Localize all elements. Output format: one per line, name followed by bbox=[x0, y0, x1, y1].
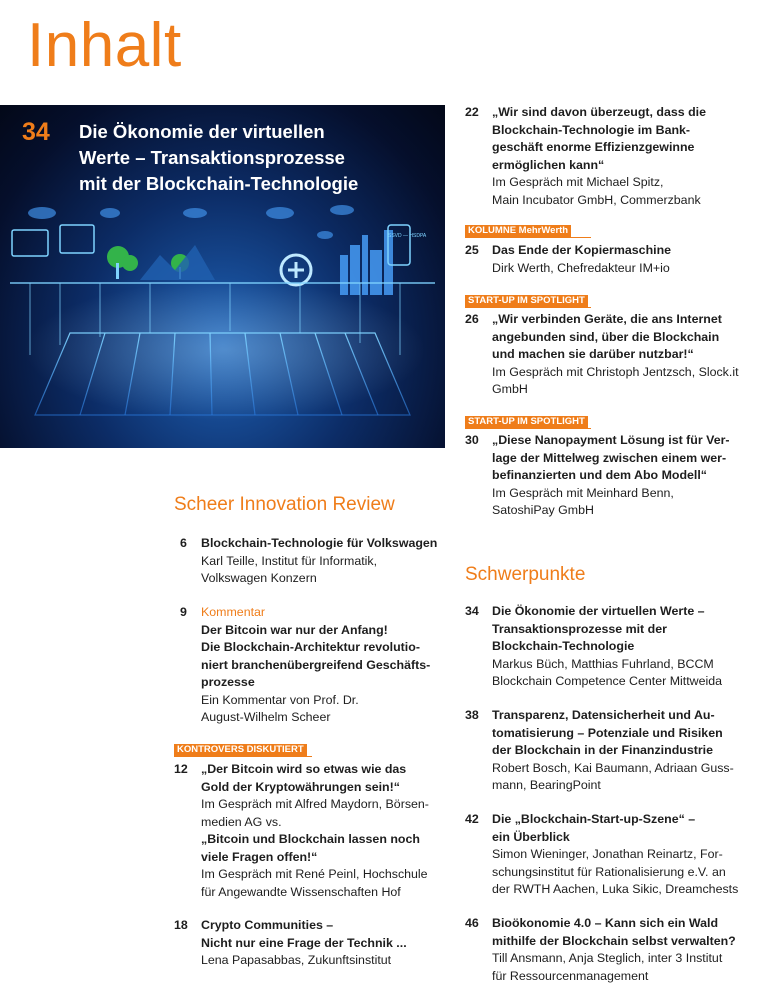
entry-title-line: Blockchain-Technologie bbox=[492, 639, 635, 653]
toc-entry-38[interactable] bbox=[465, 707, 765, 797]
section-heading-focus: Schwerpunkte bbox=[465, 564, 586, 585]
entry-author-line: GmbH bbox=[492, 382, 528, 396]
startup-badge: START-UP IM SPOTLIGHT bbox=[465, 416, 588, 428]
entry-author-line: schungsinstitut für Rationalisierung e.V. an bbox=[492, 864, 726, 879]
page-number: 25 bbox=[465, 243, 479, 257]
entry-author-line: medien AG vs. bbox=[201, 814, 282, 829]
hero-page-number: 34 bbox=[22, 118, 50, 146]
entry-author-line: für Angewandte Wissenschaften Hof bbox=[201, 884, 401, 899]
page-number: 26 bbox=[465, 312, 479, 326]
entry-title-line: Das Ende der Kopiermaschine bbox=[492, 243, 672, 257]
entry-title-line: geschäft enorme Effizienzgewinne bbox=[492, 140, 695, 154]
page-number: 6 bbox=[180, 536, 187, 550]
entry-title-line: prozesse bbox=[201, 675, 255, 689]
entry-author-line: Karl Teille, Institut für Informatik, bbox=[201, 553, 378, 568]
badge-rule bbox=[174, 756, 312, 757]
entry-author-line: Blockchain Competence Center Mittweida bbox=[492, 674, 723, 688]
entry-author-line: Till Ansmann, Anja Steglich, inter 3 Institut bbox=[492, 951, 723, 965]
entry-author-line: Main Incubator GmbH, Commerzbank bbox=[492, 192, 701, 207]
entry-title-line: Der Bitcoin war nur der Anfang! bbox=[201, 622, 388, 637]
entry-title-line: Nicht nur eine Frage der Technik ... bbox=[201, 935, 407, 950]
hero-headline-line: mit der Blockchain-Technologie bbox=[79, 173, 359, 194]
toc-entry-12[interactable] bbox=[174, 761, 449, 901]
entry-title-line: „Wir verbinden Geräte, die ans Internet bbox=[492, 312, 722, 326]
hero-headline bbox=[79, 119, 424, 197]
toc-entry-42[interactable] bbox=[465, 811, 765, 901]
entry-author-line: Robert Bosch, Kai Baumann, Adriaan Guss- bbox=[492, 760, 734, 775]
entry-author-line: für Ressourcenmanagement bbox=[492, 968, 649, 983]
entry-title-line: mithilfe der Blockchain selbst verwalten? bbox=[492, 933, 736, 948]
entry-title-line: Crypto Communities – bbox=[201, 918, 334, 932]
entry-title-line: „Wir sind davon überzeugt, dass die bbox=[492, 105, 707, 119]
hero-headline-line: Die Ökonomie der virtuellen bbox=[79, 121, 325, 142]
entry-title-line: „Bitcoin und Blockchain lassen noch bbox=[201, 832, 420, 846]
entry-author-line: der RWTH Aachen, Luka Sikic, Dreamchests bbox=[492, 882, 739, 896]
kolumne-badge: KOLUMNE MehrWerth bbox=[465, 225, 571, 237]
page-title: Inhalt bbox=[27, 11, 182, 80]
entry-title-line: „Diese Nanopayment Lösung ist für Ver- bbox=[492, 433, 730, 447]
toc-entry-26[interactable] bbox=[465, 311, 765, 401]
hero-image[interactable] bbox=[0, 105, 445, 448]
entry-kicker: Kommentar bbox=[201, 605, 266, 619]
entry-title-line: tomatisierung – Potenziale und Risiken bbox=[492, 725, 723, 740]
entry-author-line: August-Wilhelm Scheer bbox=[201, 710, 331, 724]
entry-title-line: Transaktionsprozesse mit der bbox=[492, 621, 667, 636]
toc-entry-46[interactable] bbox=[465, 915, 765, 987]
entry-title-line: lage der Mittelweg zwischen einem wer- bbox=[492, 450, 727, 465]
entry-author-line: Dirk Werth, Chefredakteur IM+io bbox=[492, 260, 670, 275]
entry-title-line: ermöglichen kann“ bbox=[492, 157, 605, 172]
page-number: 12 bbox=[174, 762, 188, 776]
entry-title-line: Die „Blockchain-Start-up-Szene“ – bbox=[492, 812, 696, 826]
page-number: 9 bbox=[180, 605, 187, 619]
toc-entry-9[interactable] bbox=[174, 604, 449, 726]
entry-author-line: Simon Wieninger, Jonathan Reinartz, For- bbox=[492, 847, 723, 861]
entry-author-line: Im Gespräch mit Christoph Jentzsch, Slock.it bbox=[492, 364, 739, 379]
toc-entry-6[interactable] bbox=[174, 535, 449, 589]
page-number: 38 bbox=[465, 708, 479, 722]
entry-title-line: viele Fragen offen!“ bbox=[201, 849, 318, 864]
entry-title-line: Die Ökonomie der virtuellen Werte – bbox=[492, 604, 705, 618]
toc-entry-34[interactable] bbox=[465, 603, 765, 693]
page-number: 42 bbox=[465, 812, 479, 826]
entry-author-line: SatoshiPay GmbH bbox=[492, 503, 594, 517]
entry-author-line: Im Gespräch mit Meinhard Benn, bbox=[492, 485, 674, 500]
page-number: 22 bbox=[465, 105, 479, 119]
toc-entry-30[interactable] bbox=[465, 432, 765, 522]
entry-title-line: Blockchain-Technologie im Bank- bbox=[492, 122, 691, 137]
entry-title-line: Bioökonomie 4.0 – Kann sich ein Wald bbox=[492, 916, 719, 930]
entry-author-line: Markus Büch, Matthias Fuhrland, BCCM bbox=[492, 656, 714, 671]
page-number: 46 bbox=[465, 916, 479, 930]
page-number: 34 bbox=[465, 604, 479, 618]
entry-title-line: angebunden sind, über die Blockchain bbox=[492, 329, 720, 344]
entry-title-line: ein Überblick bbox=[492, 829, 570, 844]
entry-title-line: Blockchain-Technologie für Volkswagen bbox=[201, 536, 438, 550]
entry-author-line: mann, BearingPoint bbox=[492, 778, 601, 792]
entry-title-line: „Der Bitcoin wird so etwas wie das bbox=[201, 762, 407, 776]
entry-title-line: der Blockchain in der Finanzindustrie bbox=[492, 743, 714, 757]
entry-author-line: Lena Papasabbas, Zukunftsinstitut bbox=[201, 953, 392, 967]
entry-title-line: Gold der Kryptowährungen sein!“ bbox=[201, 779, 400, 794]
toc-entry-18[interactable] bbox=[174, 917, 449, 971]
entry-author-line: Im Gespräch mit Alfred Maydorn, Börsen- bbox=[201, 797, 429, 811]
entry-author-line: Im Gespräch mit Michael Spitz, bbox=[492, 175, 664, 189]
entry-author-line: Ein Kommentar von Prof. Dr. bbox=[201, 692, 359, 707]
badge-rule bbox=[465, 237, 591, 238]
badge-rule bbox=[465, 428, 591, 429]
entry-title-line: Die Blockchain-Architektur revolutio- bbox=[201, 640, 420, 654]
entry-author-line: Volkswagen Konzern bbox=[201, 571, 317, 585]
badge-rule bbox=[465, 307, 591, 308]
page-number: 18 bbox=[174, 918, 188, 932]
entry-title-line: befinanzierten und dem Abo Modell“ bbox=[492, 468, 708, 482]
entry-title-line: niert branchenübergreifend Geschäfts- bbox=[201, 657, 431, 672]
toc-entry-25[interactable] bbox=[465, 242, 765, 278]
entry-title-line: und machen sie darüber nutzbar!“ bbox=[492, 347, 694, 361]
startup-badge: START-UP IM SPOTLIGHT bbox=[465, 295, 588, 307]
hero-hud-text: SSVD — HSDPA bbox=[388, 233, 427, 239]
entry-author-line: Im Gespräch mit René Peinl, Hochschule bbox=[201, 867, 428, 881]
kontrovers-badge: KONTROVERS DISKUTIERT bbox=[174, 744, 307, 756]
section-heading-review: Scheer Innovation Review bbox=[174, 494, 395, 515]
page-number: 30 bbox=[465, 433, 479, 447]
entry-title-line: Transparenz, Datensicherheit und Au- bbox=[492, 708, 715, 722]
hero-headline-line: Werte – Transaktionsprozesse bbox=[79, 147, 345, 168]
toc-entry-22[interactable] bbox=[465, 104, 765, 214]
